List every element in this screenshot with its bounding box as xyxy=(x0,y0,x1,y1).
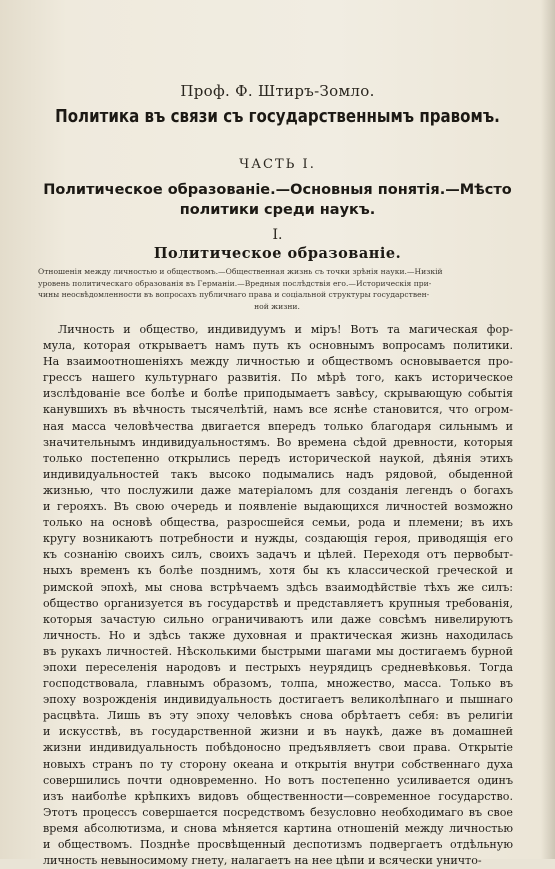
part-heading: ЧАСТЬ I. xyxy=(239,157,316,172)
body-line: личность невыносимому гнету, налагаетъ на нее цѣпи и всячески уничто- xyxy=(43,854,482,868)
body-line: мула, которая открываетъ намъ путь къ основнымъ вопросамъ политики. xyxy=(43,339,513,353)
body-line: въ рукахъ личностей. Нѣсколькими быстрыми шагами мы достигаемъ бурной xyxy=(43,644,513,658)
body-line: жизнью, что послужили даже матеріаломъ для созданія легендъ о богахъ xyxy=(43,483,513,497)
body-line: и искусствѣ, въ государственной жизни и въ наукѣ, даже въ домашней xyxy=(43,725,513,739)
body-line: жизни индивидуальность побѣдоносно предъявляетъ свои права. Открытіе xyxy=(43,741,513,755)
body-line: только постепенно открылись передъ исторической наукой, дѣянія этихъ xyxy=(43,451,513,465)
body-line: канувшихъ въ вѣчность тысячелѣтій, намъ все яснѣе становится, что огром- xyxy=(43,403,513,417)
body-line: совершились почти одновременно. Но вотъ постепенно усиливается одинъ xyxy=(43,773,513,787)
summary-line: чины неосвѣдомленности въ вопросахъ публичнаго права и соціальной структуры государствен- xyxy=(38,290,430,300)
section-number: I. xyxy=(272,227,283,243)
body-line: изслѣдованіе все болѣе и болѣе приподымаетъ завѣсу, скрывающую событія xyxy=(43,387,513,401)
author-line: Проф. Ф. Штиръ-Зомло. xyxy=(180,82,375,100)
body-line: эпоху возрожденія индивидуальность достигаетъ великолѣпнаго и пышнаго xyxy=(43,693,513,707)
body-line: римской эпохѣ, мы снова встрѣчаемъ здѣсь взаимодѣйствіе тѣхъ же силъ: xyxy=(43,580,513,594)
body-line: кругу возникаютъ потребности и нужды, создающія героя, приводящія его xyxy=(43,532,513,546)
document-title: Политика въ связи съ государственнымъ правомъ. xyxy=(55,107,500,127)
body-line: расцвѣта. Лишь въ эту эпоху человѣкъ снова обрѣтаетъ себя: въ религіи xyxy=(43,709,513,723)
body-line: время абсолютизма, и снова мѣняется картина отношеній между личностью xyxy=(43,821,513,835)
body-line: изъ наиболѣе крѣпкихъ видовъ общественности—современное государство. xyxy=(43,789,513,803)
summary-line: ной жизни. xyxy=(254,301,300,311)
body-line: и герояхъ. Въ свою очередь и появленіе выдающихся личностей возможно xyxy=(43,500,513,514)
body-text xyxy=(43,322,513,869)
page-edge-shadow xyxy=(541,0,555,859)
body-line: индивидуальностей такъ высоко подымались надъ рядовой, обыденной xyxy=(43,467,513,481)
body-line: и обществомъ. Позднѣе просвѣщенный деспотизмъ подвергаетъ отдѣльную xyxy=(43,838,513,851)
body-line: Личность и общество, индивидуумъ и міръ! Вотъ та магическая фор- xyxy=(58,323,513,336)
body-line: новыхъ странъ по ту сторону океана и открытія внутри собственнаго духа xyxy=(43,757,513,771)
body-line: грессъ нашего культурнаго развитія. По мѣрѣ того, какъ историческое xyxy=(43,371,513,385)
body-line: ныхъ временъ къ болѣе позднимъ, хотя бы къ классической греческой и xyxy=(43,564,513,578)
body-line: только на основѣ общества, разросшейся семьи, рода и племени; въ ихъ xyxy=(43,516,513,530)
summary-line: Отношенія между личностью и обществомъ.—Общественная жизнь съ точки зрѣнія науки.—Низкій xyxy=(38,267,443,276)
body-line: На взаимоотношеніяхъ между личностью и обществомъ основывается про- xyxy=(43,355,513,369)
body-line: Этотъ процессъ совершается посредствомъ безусловно необходимаго въ свое xyxy=(43,805,513,819)
body-line: значительнымъ индивидуальностямъ. Во времена сѣдой древности, которыя xyxy=(43,435,513,449)
section-title: Политическое образованіе. xyxy=(153,245,402,262)
body-line: ная масса человѣчества двигается впередъ только благодаря сильнымъ и xyxy=(43,419,513,433)
body-line: господствовала, главнымъ образомъ, толпа, множество, масса. Только въ xyxy=(43,677,513,691)
body-line: къ сознанію своихъ силъ, своихъ задачъ и цѣлей. Переходя отъ первобыт- xyxy=(43,548,513,562)
body-line: личность. Но и здѣсь также духовная и практическая жизнь находилась xyxy=(43,628,513,642)
chapter-heading: Политическое образованіе.—Основныя понятія.—Мѣсто политики среди наукъ. xyxy=(43,182,512,218)
body-line: общество организуется въ государствѣ и представляетъ крупныя требованія, xyxy=(43,596,513,610)
summary-line: уровень политическаго образованія въ Германіи.—Вредныя послѣдствія его.—Историческія при- xyxy=(38,278,432,288)
section-summary xyxy=(38,266,516,312)
body-line: которыя зачастую сильно ограничиваютъ или даже совсѣмъ нивелируютъ xyxy=(43,612,513,626)
body-line: эпохи переселенія народовъ и пестрыхъ неурядицъ средневѣковья. Тогда xyxy=(43,660,513,674)
